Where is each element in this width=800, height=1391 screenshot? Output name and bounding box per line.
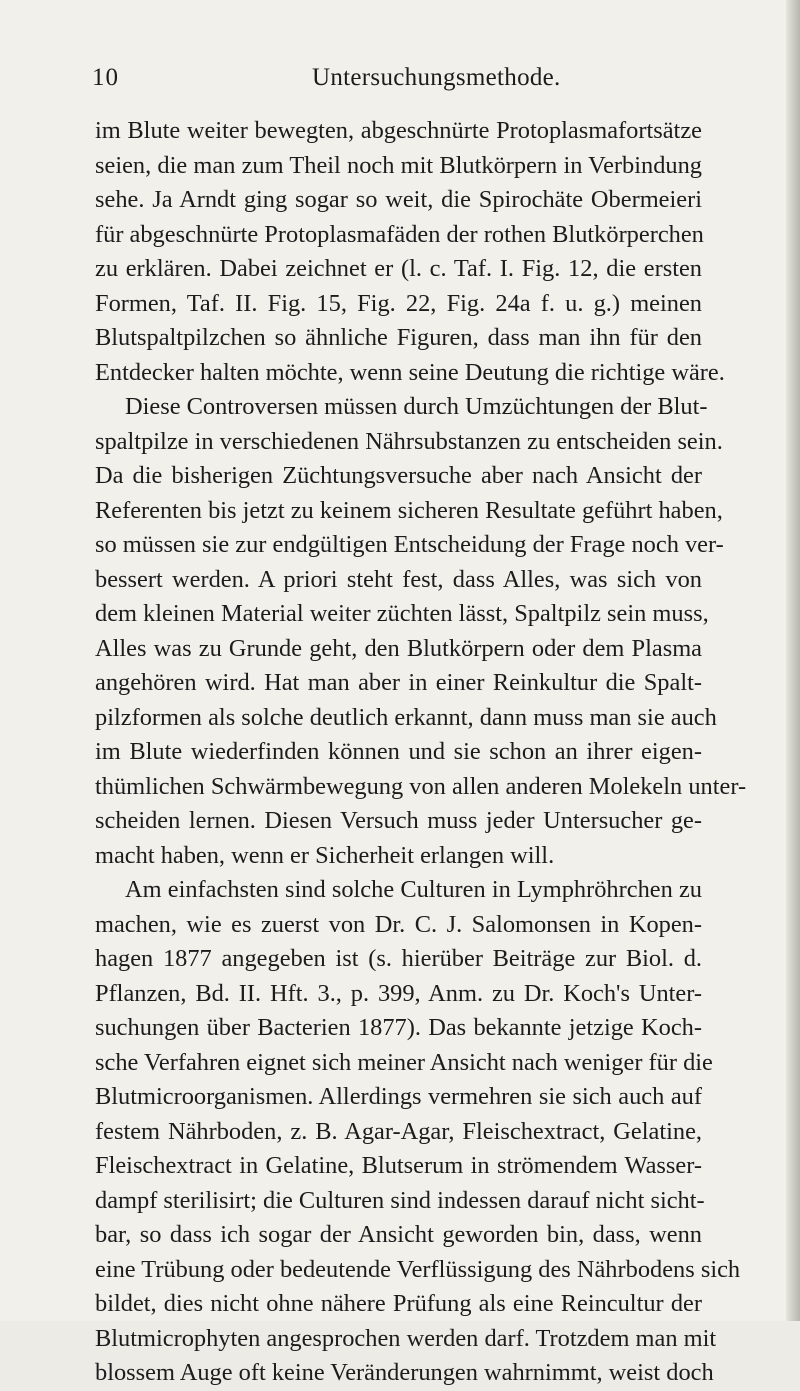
text-line: blossem Auge oft keine Veränderungen wahrnimmt, weist doch xyxy=(95,1359,714,1386)
text-line: zu erklären. Dabei zeichnet er (l. c. Taf. I. Fig. 12, die ersten xyxy=(95,255,702,282)
text-line: bildet, dies nicht ohne nähere Prüfung als eine Reincultur der xyxy=(95,1290,702,1317)
text-line: dem kleinen Material weiter züchten lässt, Spaltpilz sein muss, xyxy=(95,600,709,627)
text-line: seien, die man zum Theil noch mit Blutkörpern in Verbindung xyxy=(95,151,702,179)
text-line: bessert werden. A priori steht fest, dass Alles, was sich von xyxy=(95,565,702,593)
text-line: macht haben, wenn er Sicherheit erlangen will. xyxy=(95,841,555,869)
text-line: Blutmicroorganismen. Allerdings vermehren sie sich auch auf xyxy=(95,1083,702,1110)
page-header xyxy=(92,64,702,104)
page-edge-shadow xyxy=(786,0,800,1321)
text-line: thümlichen Schwärmbewegung von allen anderen Molekeln unter- xyxy=(95,772,747,800)
text-line: Blutmicrophyten angesprochen werden darf. Trotzdem man mit xyxy=(95,1324,717,1352)
text-line: suchungen über Bacterien 1877). Das bekannte jetzige Koch- xyxy=(95,1014,702,1041)
text-line: machen, wie es zuerst von Dr. C. J. Salomonsen in Kopen- xyxy=(95,910,702,938)
text-line: Fleischextract in Gelatine, Blutserum in strömendem Wasser- xyxy=(95,1152,702,1179)
text-line: sehe. Ja Arndt ging sogar so weit, die Spirochäte Obermeieri xyxy=(95,186,702,213)
text-line: im Blute weiter bewegten, abgeschnürte Protoplasmafortsätze xyxy=(95,117,702,144)
text-line: dampf sterilisirt; die Culturen sind indessen darauf nicht sicht- xyxy=(95,1186,705,1214)
text-line: Formen, Taf. II. Fig. 15, Fig. 22, Fig. 24a f. u. g.) meinen xyxy=(95,289,702,317)
text-line: für abgeschnürte Protoplasmafäden der rothen Blutkörperchen xyxy=(95,220,704,248)
text-line: Am einfachsten sind solche Culturen in Lymphröhrchen zu xyxy=(125,876,702,903)
running-head: Untersuchungsmethode. xyxy=(312,64,561,91)
text-line: Blutspaltpilzchen so ähnliche Figuren, dass man ihn für den xyxy=(95,324,702,351)
text-line: scheiden lernen. Diesen Versuch muss jeder Untersucher ge- xyxy=(95,807,702,834)
page-number: 10 xyxy=(92,64,119,91)
text-line: spaltpilze in verschiedenen Nährsubstanzen zu entscheiden sein. xyxy=(95,427,723,455)
text-line: angehören wird. Hat man aber in einer Reinkultur die Spalt- xyxy=(95,669,702,696)
text-line: Diese Controversen müssen durch Umzüchtungen der Blut- xyxy=(125,393,708,420)
text-line: bar, so dass ich sogar der Ansicht geworden bin, dass, wenn xyxy=(95,1221,702,1248)
text-line: Da die bisherigen Züchtungsversuche aber nach Ansicht der xyxy=(95,462,702,489)
text-line: festem Nährboden, z. B. Agar-Agar, Fleischextract, Gelatine, xyxy=(95,1117,702,1145)
text-line: sche Verfahren eignet sich meiner Ansicht nach weniger für die xyxy=(95,1048,713,1076)
body-text xyxy=(95,114,747,1391)
text-line: eine Trübung oder bedeutende Verflüssigung des Nährbodens sich xyxy=(95,1255,741,1283)
text-line: im Blute wiederfinden können und sie schon an ihrer eigen- xyxy=(95,738,702,765)
text-line: so müssen sie zur endgültigen Entscheidung der Frage noch ver- xyxy=(95,531,724,558)
text-line: Referenten bis jetzt zu keinem sicheren Resultate geführt haben, xyxy=(95,496,723,524)
text-line: pilzformen als solche deutlich erkannt, dann muss man sie auch xyxy=(95,703,717,731)
text-line: Entdecker halten möchte, wenn seine Deutung die richtige wäre. xyxy=(95,358,725,386)
text-line: Alles was zu Grunde geht, den Blutkörpern oder dem Plasma xyxy=(95,634,702,662)
text-line: Pflanzen, Bd. II. Hft. 3., p. 399, Anm. zu Dr. Koch's Unter- xyxy=(95,979,702,1007)
text-line: hagen 1877 angegeben ist (s. hierüber Beiträge zur Biol. d. xyxy=(95,945,702,972)
